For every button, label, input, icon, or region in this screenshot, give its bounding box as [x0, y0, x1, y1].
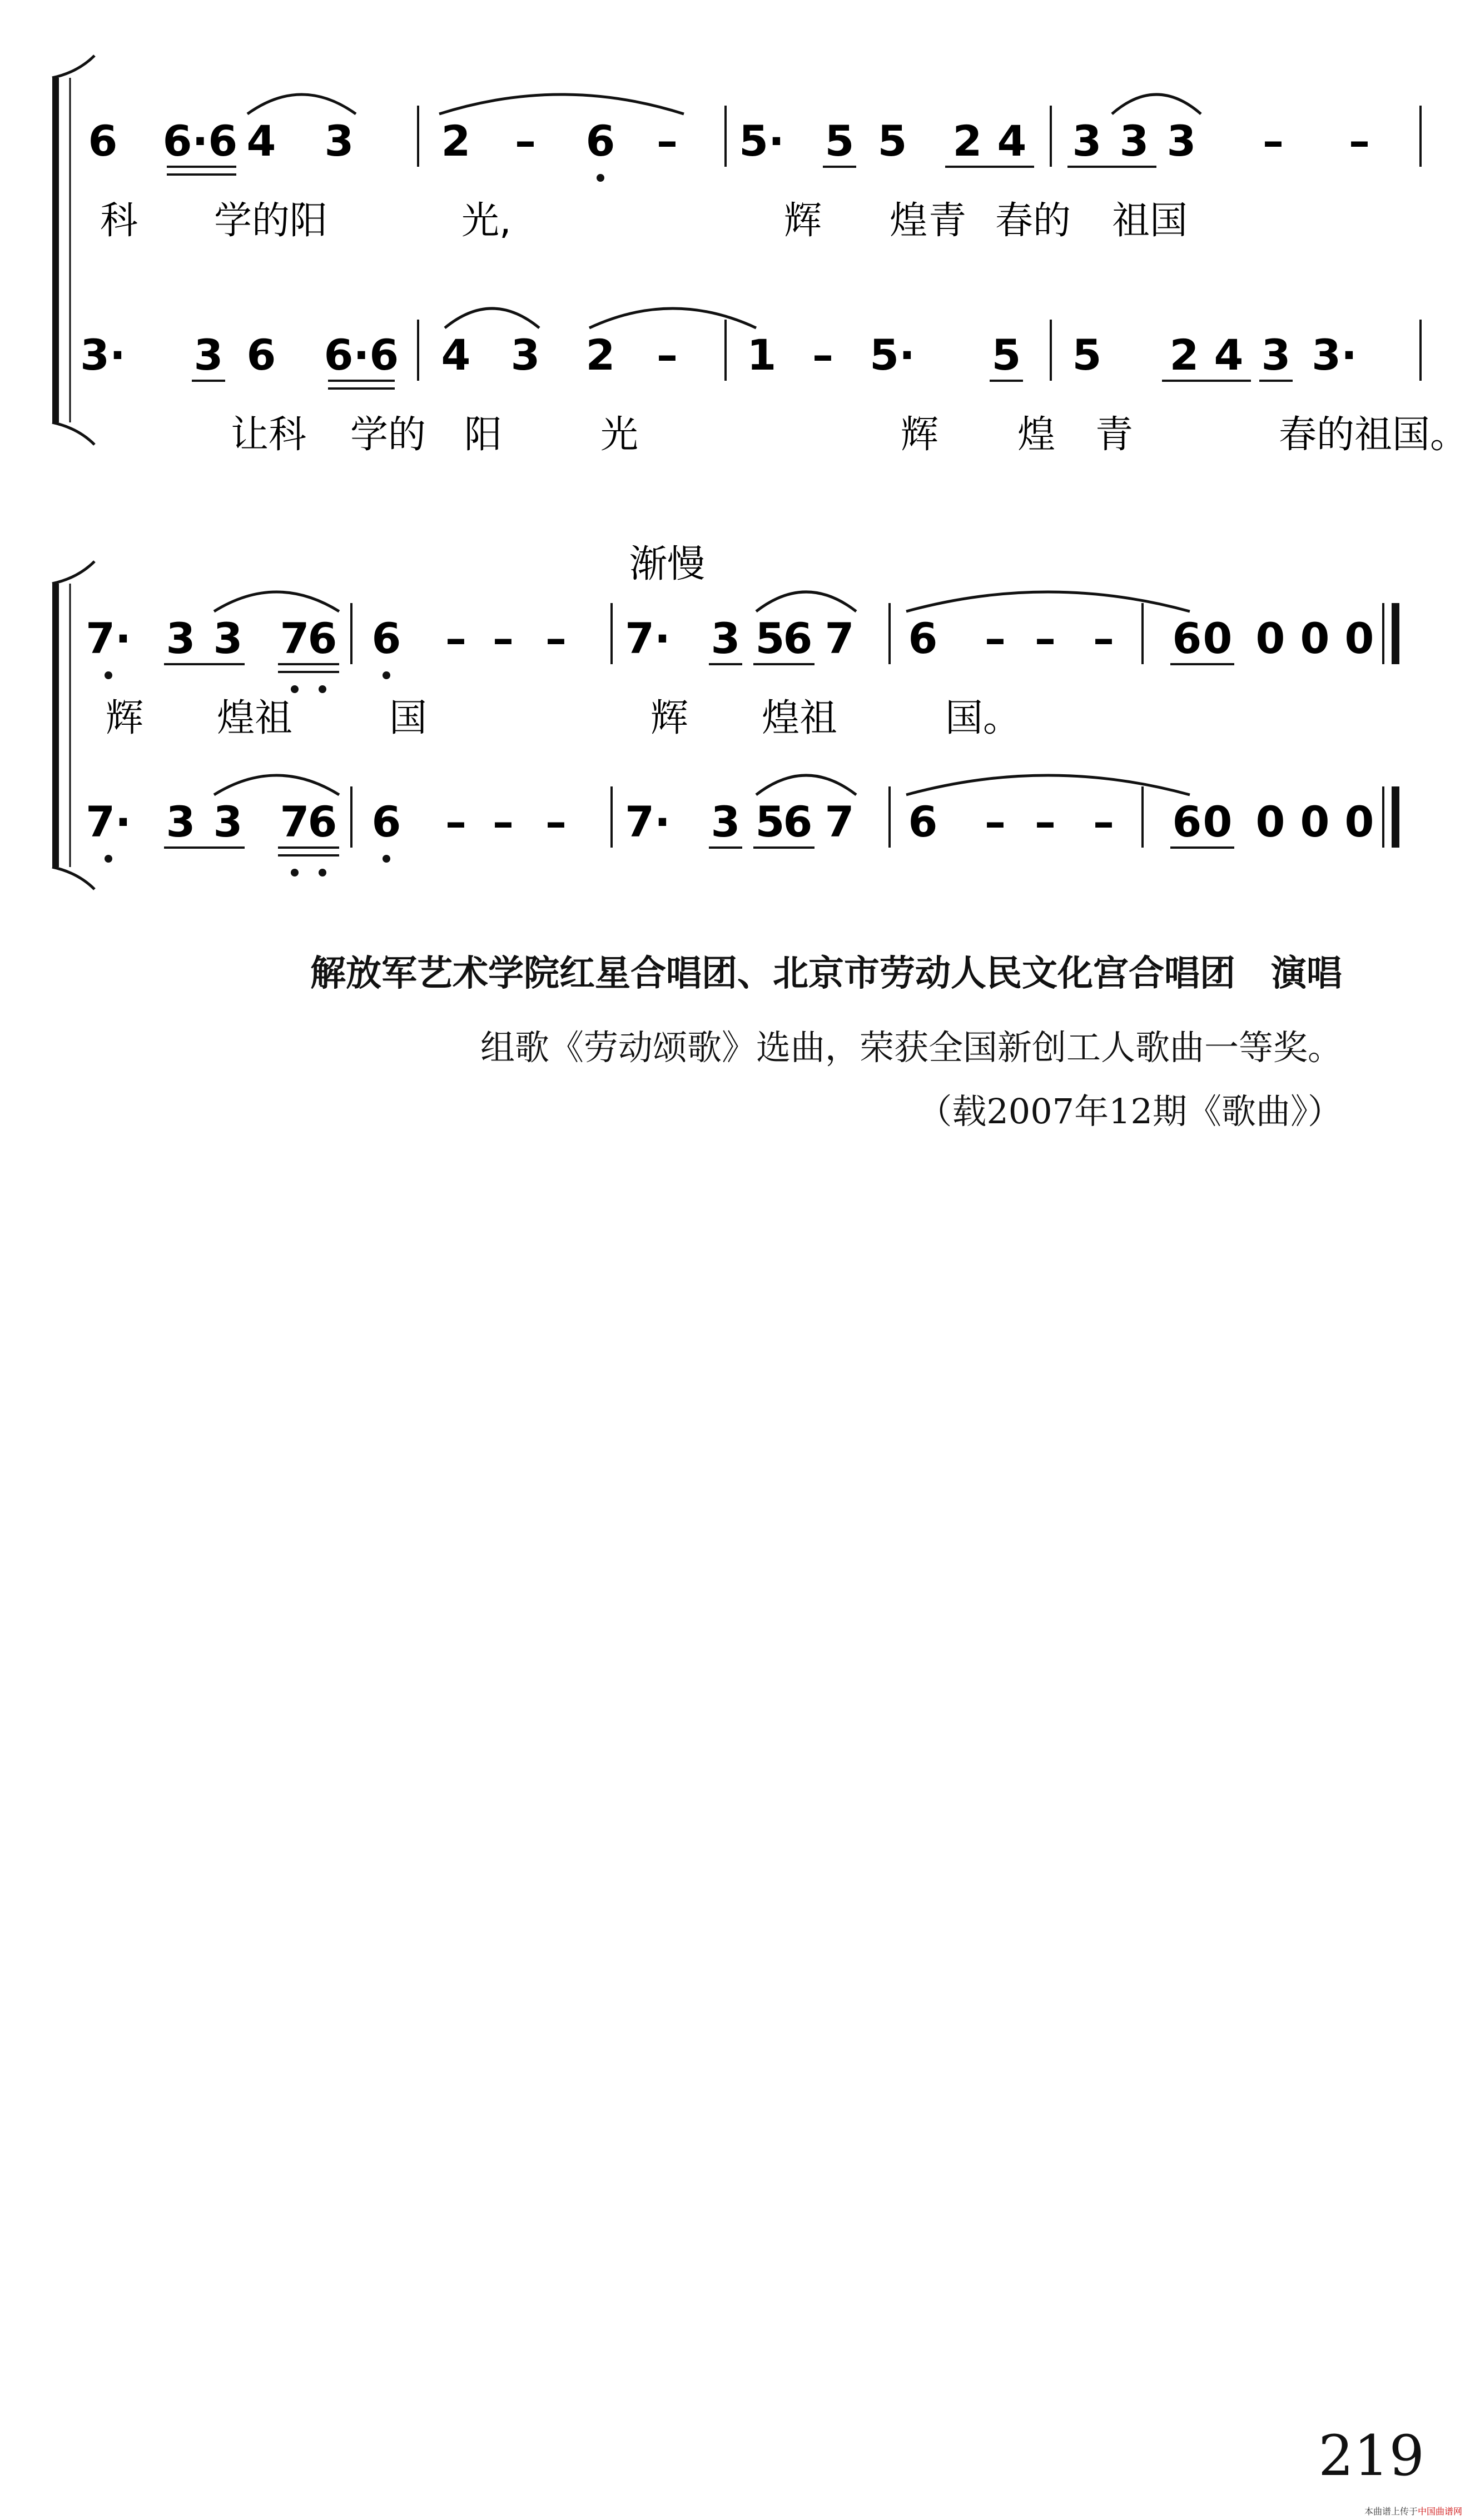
octave-dot	[105, 855, 112, 863]
note: 0	[1344, 614, 1374, 663]
note: 5	[877, 116, 907, 166]
note: 3	[1261, 330, 1291, 380]
note: –	[493, 797, 514, 846]
note: 3	[213, 614, 243, 663]
note: 5	[1072, 330, 1102, 380]
source-citation: （载2007年12期《歌曲》）	[917, 1091, 1342, 1132]
note: –	[1349, 116, 1370, 166]
lyric: 国。	[945, 696, 1021, 740]
lyric: 春的祖国。	[1279, 413, 1468, 457]
lyric: 煌	[890, 199, 928, 243]
note: 3·	[1312, 330, 1357, 380]
choral-score	[0, 0, 1470, 945]
note: –	[657, 116, 678, 166]
octave-dot	[291, 685, 299, 693]
note: 4	[441, 330, 471, 380]
note: 5	[991, 330, 1021, 380]
note: 3	[166, 797, 196, 846]
lyric: 科	[100, 199, 138, 243]
lyric: 阳	[464, 413, 503, 457]
octave-dot	[383, 671, 390, 679]
octave-dot	[291, 869, 299, 876]
lyric: 青	[928, 199, 967, 243]
note: 6·6	[162, 116, 238, 166]
note: –	[657, 330, 678, 380]
note: 7·	[625, 614, 671, 663]
note: 0	[1255, 614, 1285, 663]
slur	[214, 775, 339, 795]
lyric: 煌祖	[217, 696, 293, 740]
lyric: 煌祖	[762, 696, 838, 740]
note: 3	[1072, 116, 1102, 166]
note: 0	[1203, 797, 1233, 846]
lyric: 国	[389, 696, 428, 740]
bracket-hook-bottom	[52, 867, 95, 889]
octave-dot	[105, 671, 112, 679]
score-system-2	[52, 561, 1395, 889]
note: 5	[825, 116, 855, 166]
note: –	[545, 614, 567, 663]
award-note: 组歌《劳动颂歌》选曲，荣获全国新创工人歌曲一等奖。	[480, 1027, 1342, 1068]
lyric: 光	[600, 413, 639, 457]
slur	[906, 775, 1190, 795]
note: 6	[246, 330, 276, 380]
note: 7	[280, 797, 310, 846]
slur	[756, 592, 856, 611]
note: 6	[371, 797, 401, 846]
lyric: 辉	[901, 413, 939, 457]
note: –	[1035, 797, 1056, 846]
note: 6	[908, 614, 938, 663]
note: 0	[1203, 614, 1233, 663]
note: 7·	[86, 797, 131, 846]
slur	[906, 592, 1190, 611]
note: –	[985, 614, 1006, 663]
lyric: 让科	[231, 413, 307, 457]
performers-credit: 解放军艺术学院红星合唱团、北京市劳动人民文化宫合唱团 演唱	[310, 953, 1342, 994]
note: 7·	[86, 614, 131, 663]
octave-dot	[319, 869, 326, 876]
note: 4	[246, 116, 276, 166]
slur	[756, 775, 856, 795]
note: –	[493, 614, 514, 663]
note: 3	[193, 330, 224, 380]
note: 5·	[739, 116, 784, 166]
note: –	[445, 797, 466, 846]
note: 3	[324, 116, 354, 166]
lyric: 学的	[350, 413, 426, 457]
note: –	[812, 330, 833, 380]
note: –	[1093, 797, 1114, 846]
footer-watermark-prefix: 本曲谱上传于	[1364, 2506, 1418, 2517]
note: 6	[307, 614, 337, 663]
note: 2	[952, 116, 982, 166]
note: –	[1263, 116, 1284, 166]
note: 6	[908, 797, 938, 846]
note: 6	[1172, 614, 1202, 663]
note: 6	[1172, 797, 1202, 846]
note: 5	[755, 797, 785, 846]
note: 7·	[625, 797, 671, 846]
note: 2	[1169, 330, 1199, 380]
octave-dot	[597, 174, 604, 182]
note: 7	[280, 614, 310, 663]
note: –	[515, 116, 536, 166]
octave-dot	[383, 855, 390, 863]
lyric: 辉	[650, 696, 689, 740]
lyric: 辉	[106, 696, 144, 740]
note: 3	[711, 797, 741, 846]
note: 6·6	[324, 330, 399, 380]
note: 7	[825, 614, 855, 663]
note: 3	[1119, 116, 1149, 166]
note: –	[445, 614, 466, 663]
note: 3	[711, 614, 741, 663]
slur	[214, 592, 339, 611]
note: 3·	[80, 330, 126, 380]
note: –	[1093, 614, 1114, 663]
note: 3	[1166, 116, 1196, 166]
note: 3	[510, 330, 540, 380]
note: 7	[825, 797, 855, 846]
note: 6	[371, 614, 401, 663]
note: 3	[166, 614, 196, 663]
footer-watermark-site: 中国曲谱网	[1417, 2506, 1462, 2517]
lyric: 光,	[461, 199, 511, 243]
note: 6	[585, 116, 615, 166]
lyric: 青	[1095, 413, 1134, 457]
slur	[1112, 94, 1201, 114]
bracket-hook-top	[52, 561, 95, 584]
tempo-marking: 渐慢	[629, 542, 706, 586]
note: 0	[1300, 797, 1330, 846]
slur	[439, 94, 684, 114]
octave-dot	[319, 685, 326, 693]
note: 6	[783, 797, 813, 846]
page-number: 219	[1318, 2423, 1424, 2488]
note: 3	[213, 797, 243, 846]
note: 6	[88, 116, 118, 166]
note: 1	[747, 330, 777, 380]
lyric: 学的阳	[214, 199, 328, 243]
note: 5	[755, 614, 785, 663]
bracket-hook-top	[52, 56, 95, 78]
score-system-1	[52, 56, 1468, 457]
note: –	[1035, 614, 1056, 663]
note: 4	[1214, 330, 1244, 380]
lyric: 祖国	[1112, 199, 1188, 243]
slur	[445, 308, 539, 328]
footer-watermark	[1364, 2504, 1462, 2517]
note: –	[985, 797, 1006, 846]
bracket-hook-bottom	[52, 422, 95, 445]
note: 0	[1300, 614, 1330, 663]
note: 6	[307, 797, 337, 846]
note: 0	[1255, 797, 1285, 846]
note: 5·	[870, 330, 915, 380]
lyric: 煌	[1017, 413, 1056, 457]
lyric: 辉	[784, 199, 822, 243]
note: 2	[441, 116, 471, 166]
note: 0	[1344, 797, 1374, 846]
note: –	[545, 797, 567, 846]
slur	[247, 94, 356, 114]
note: 6	[783, 614, 813, 663]
slur	[589, 308, 756, 328]
lyric: 春的	[995, 199, 1071, 243]
note: 2	[585, 330, 615, 380]
note: 4	[997, 116, 1027, 166]
